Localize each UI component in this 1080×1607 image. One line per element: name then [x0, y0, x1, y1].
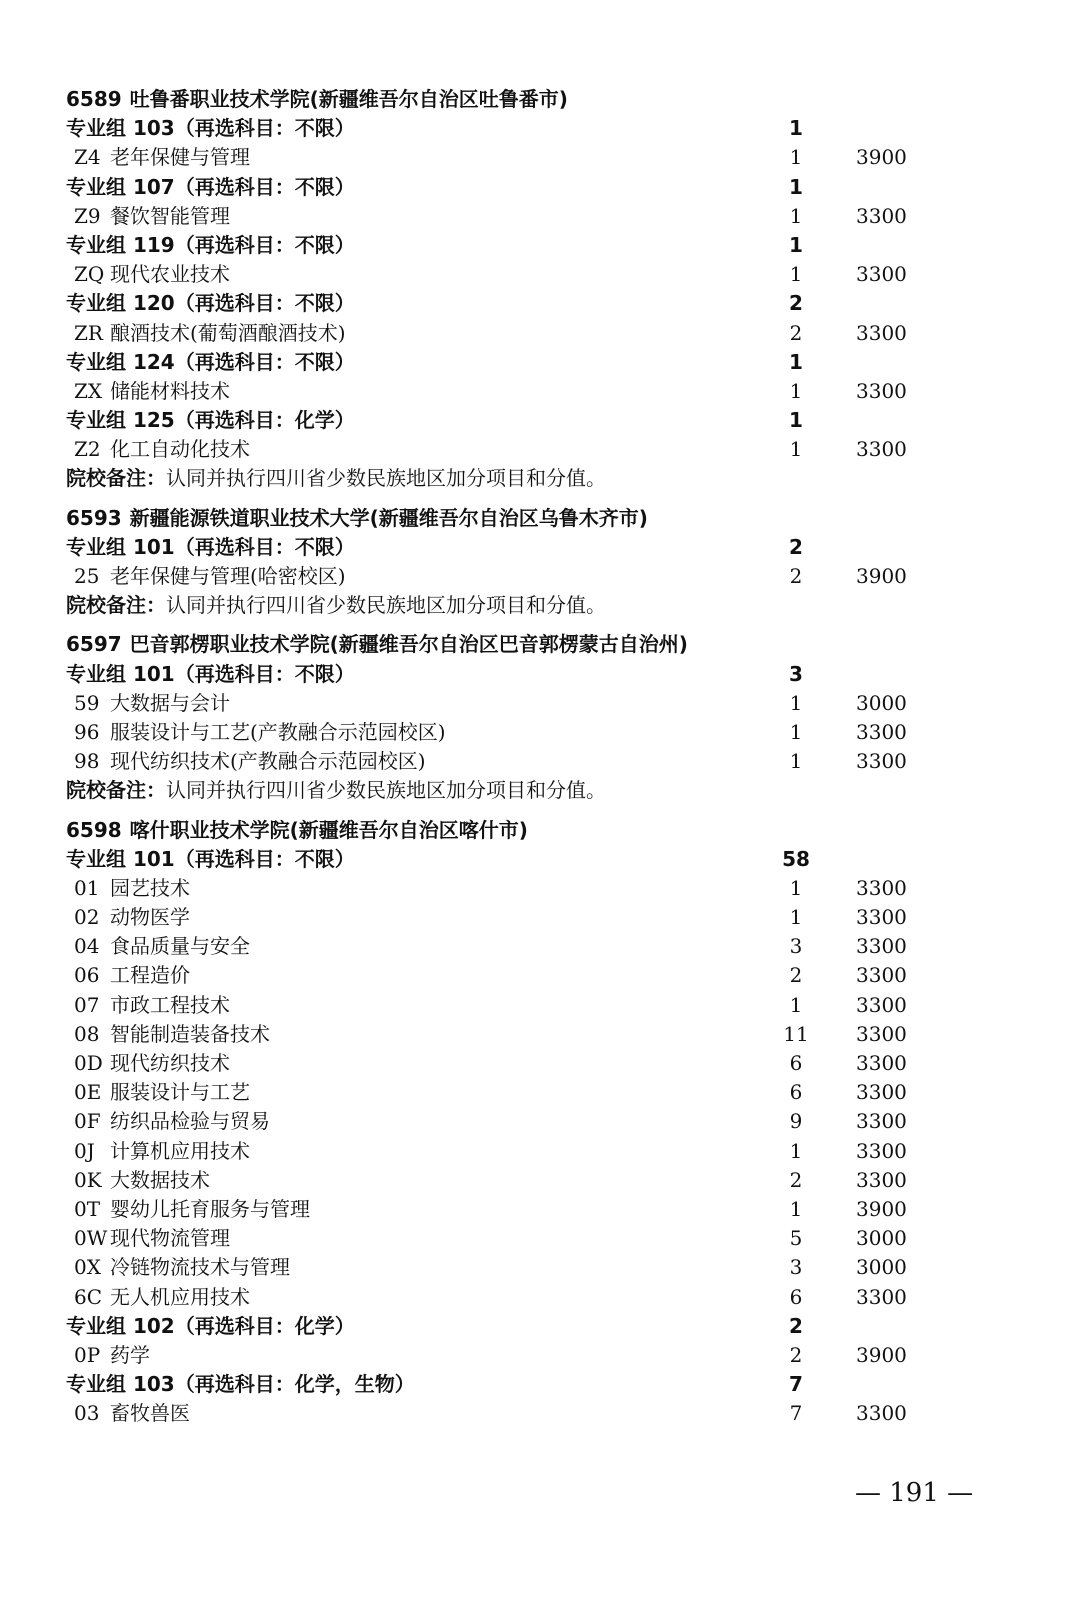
- group-row: [66, 289, 966, 318]
- major-name: 动物医学: [110, 905, 190, 930]
- major-name: 老年保健与管理(哈密校区): [110, 564, 346, 588]
- school-note: [66, 464, 966, 493]
- school-header: [66, 504, 966, 533]
- major-code: 06: [74, 963, 100, 988]
- group-label: 专业组 124（再选科目：不限）: [66, 349, 355, 374]
- major-fee: 3300: [856, 1167, 907, 1192]
- major-fee: 3300: [856, 437, 907, 462]
- major-count: 1: [789, 992, 803, 1017]
- major-name: 现代物流管理: [110, 1226, 230, 1251]
- major-name: 食品质量与安全: [110, 934, 250, 959]
- major-row: [66, 689, 966, 718]
- major-name: 酿酒技术(葡萄酒酿酒技术): [110, 320, 346, 345]
- major-fee: 3300: [856, 262, 907, 287]
- major-fee: 3300: [856, 963, 907, 988]
- major-name: 智能制造装备技术: [110, 1021, 270, 1046]
- group-count: 1: [789, 116, 803, 141]
- major-name: 纺织品检验与贸易: [110, 1109, 270, 1134]
- note-text: 认同并执行四川省少数民族地区加分项目和分值。: [166, 593, 606, 618]
- group-count: 1: [789, 232, 803, 257]
- group-count: 1: [789, 408, 803, 433]
- school-header: [66, 630, 966, 659]
- major-count: 1: [789, 905, 803, 930]
- school-code: 6593: [66, 505, 122, 530]
- group-row: [66, 406, 966, 435]
- major-code: 96: [74, 719, 100, 744]
- group-label: 专业组 119（再选科目：不限）: [66, 232, 355, 257]
- major-fee: 3300: [856, 934, 907, 959]
- major-code: 01: [74, 875, 100, 900]
- major-row: [66, 1107, 966, 1136]
- school-code: 6597: [66, 632, 122, 657]
- major-count: 1: [789, 378, 803, 403]
- major-count: 1: [789, 690, 803, 715]
- major-code: 0W: [74, 1226, 108, 1251]
- group-count: 1: [789, 349, 803, 374]
- major-fee: 3300: [856, 1021, 907, 1046]
- major-code: 0P: [74, 1342, 101, 1367]
- major-code: 0E: [74, 1080, 102, 1105]
- section-gap: [66, 494, 966, 504]
- group-row: [66, 1370, 966, 1399]
- major-fee: 3900: [856, 564, 907, 588]
- major-row: [66, 377, 966, 406]
- major-row: [66, 718, 966, 747]
- group-count: 1: [789, 174, 803, 199]
- group-count: 2: [789, 291, 803, 316]
- note-label: 院校备注：: [66, 593, 166, 618]
- group-row: [66, 1312, 966, 1341]
- major-name: 现代纺织技术(产教融合示范园校区): [110, 749, 426, 774]
- major-fee: 3300: [856, 320, 907, 345]
- major-fee: 3300: [856, 1080, 907, 1105]
- major-code: 04: [74, 934, 100, 959]
- school-name: 新疆能源铁道职业技术大学(新疆维吾尔自治区乌鲁木齐市): [129, 505, 648, 530]
- major-count: 1: [789, 203, 803, 228]
- note-text: 认同并执行四川省少数民族地区加分项目和分值。: [166, 778, 606, 803]
- group-row: [66, 660, 966, 689]
- major-name: 大数据技术: [110, 1167, 210, 1192]
- major-count: 9: [789, 1109, 803, 1134]
- major-row: [66, 562, 966, 591]
- major-name: 计算机应用技术: [110, 1138, 250, 1163]
- major-code: 07: [74, 992, 100, 1017]
- group-label: 专业组 125（再选科目：化学）: [66, 408, 355, 433]
- major-row: [66, 1020, 966, 1049]
- major-code: 03: [74, 1401, 100, 1426]
- major-fee: 3900: [856, 1196, 907, 1221]
- major-code: 0T: [74, 1196, 101, 1221]
- major-row: [66, 202, 966, 231]
- group-label: 专业组 101（再选科目：不限）: [66, 846, 355, 871]
- major-fee: 3300: [856, 749, 907, 774]
- group-label: 专业组 101（再选科目：不限）: [66, 534, 355, 559]
- major-code: 0F: [74, 1109, 101, 1134]
- school-name: 吐鲁番职业技术学院(新疆维吾尔自治区吐鲁番市): [129, 87, 568, 111]
- major-name: 工程造价: [110, 963, 190, 988]
- major-row: [66, 1137, 966, 1166]
- major-count: 6: [789, 1284, 803, 1309]
- major-count: 5: [789, 1226, 803, 1251]
- major-code: 0K: [74, 1167, 102, 1192]
- school-header: [66, 816, 966, 845]
- group-label: 专业组 101（再选科目：不限）: [66, 661, 355, 686]
- group-row: [66, 533, 966, 562]
- major-row: [66, 1253, 966, 1282]
- group-label: 专业组 120（再选科目：不限）: [66, 291, 355, 316]
- major-code: 0D: [74, 1051, 103, 1075]
- major-name: 大数据与会计: [110, 690, 230, 715]
- major-fee: 3300: [856, 875, 907, 900]
- major-fee: 3300: [856, 203, 907, 228]
- major-row: [66, 1078, 966, 1107]
- school-code: 6598: [66, 817, 122, 842]
- major-code: ZQ: [74, 262, 105, 287]
- major-fee: 3300: [856, 1401, 907, 1426]
- section-gap: [66, 806, 966, 816]
- major-code: ZR: [74, 320, 103, 345]
- school-note: [66, 776, 966, 805]
- school-code: 6589: [66, 87, 122, 111]
- major-row: [66, 961, 966, 990]
- major-row: [66, 1049, 966, 1078]
- major-row: [66, 932, 966, 961]
- major-row: [66, 903, 966, 932]
- group-row: [66, 114, 966, 143]
- major-fee: 3900: [856, 145, 907, 170]
- major-count: 1: [789, 262, 803, 287]
- major-name: 化工自动化技术: [110, 437, 250, 462]
- major-row: [66, 1224, 966, 1253]
- note-label: 院校备注：: [66, 778, 166, 803]
- major-row: [66, 435, 966, 464]
- major-count: 2: [789, 564, 803, 588]
- school-name: 喀什职业技术学院(新疆维吾尔自治区喀什市): [129, 817, 528, 842]
- group-count: 58: [782, 846, 810, 871]
- major-count: 3: [789, 1255, 803, 1280]
- major-fee: 3300: [856, 1138, 907, 1163]
- major-count: 1: [789, 437, 803, 462]
- major-code: 6C: [74, 1284, 103, 1309]
- major-row: [66, 1341, 966, 1370]
- major-count: 1: [789, 719, 803, 744]
- school-name: 巴音郭楞职业技术学院(新疆维吾尔自治区巴音郭楞蒙古自治州): [129, 632, 688, 657]
- major-name: 储能材料技术: [110, 378, 230, 403]
- major-code: 25: [74, 564, 100, 588]
- group-row: [66, 231, 966, 260]
- major-code: 98: [74, 749, 100, 774]
- group-count: 7: [789, 1372, 803, 1397]
- major-fee: 3000: [856, 1226, 907, 1251]
- major-name: 餐饮智能管理: [110, 203, 230, 228]
- major-count: 2: [789, 320, 803, 345]
- major-count: 1: [789, 1138, 803, 1163]
- section-gap: [66, 620, 966, 630]
- major-code: Z4: [74, 145, 101, 170]
- group-count: 3: [789, 661, 803, 686]
- major-name: 无人机应用技术: [110, 1284, 250, 1309]
- major-count: 3: [789, 934, 803, 959]
- group-label: 专业组 107（再选科目：不限）: [66, 174, 355, 199]
- group-row: [66, 348, 966, 377]
- major-fee: 3300: [856, 992, 907, 1017]
- major-row: [66, 260, 966, 289]
- major-fee: 3300: [856, 905, 907, 930]
- major-count: 1: [789, 145, 803, 170]
- major-row: [66, 143, 966, 172]
- major-name: 市政工程技术: [110, 992, 230, 1017]
- major-row: [66, 1283, 966, 1312]
- major-fee: 3300: [856, 719, 907, 744]
- major-count: 2: [789, 1167, 803, 1192]
- major-name: 现代纺织技术: [110, 1051, 230, 1075]
- major-code: Z2: [74, 437, 101, 462]
- major-row: [66, 991, 966, 1020]
- major-name: 婴幼儿托育服务与管理: [110, 1196, 310, 1221]
- major-code: 59: [74, 690, 100, 715]
- major-code: 0J: [74, 1138, 95, 1163]
- major-code: Z9: [74, 203, 101, 228]
- major-count: 1: [789, 1196, 803, 1221]
- major-count: 1: [789, 875, 803, 900]
- major-name: 园艺技术: [110, 875, 190, 900]
- major-name: 老年保健与管理: [110, 145, 250, 170]
- major-code: 02: [74, 905, 100, 930]
- note-text: 认同并执行四川省少数民族地区加分项目和分值。: [166, 466, 606, 491]
- major-row: [66, 319, 966, 348]
- major-code: 08: [74, 1021, 100, 1046]
- major-row: [66, 874, 966, 903]
- admission-plan-document: [66, 85, 966, 1428]
- major-code: 0X: [74, 1255, 101, 1280]
- major-count: 2: [789, 1342, 803, 1367]
- major-fee: 3300: [856, 1051, 907, 1075]
- group-label: 专业组 103（再选科目：化学，生物）: [66, 1372, 415, 1397]
- major-name: 现代农业技术: [110, 262, 230, 287]
- major-count: 6: [789, 1080, 803, 1105]
- major-name: 冷链物流技术与管理: [110, 1255, 290, 1280]
- major-fee: 3300: [856, 1109, 907, 1134]
- school-note: [66, 591, 966, 620]
- group-count: 2: [789, 1313, 803, 1338]
- major-row: [66, 1166, 966, 1195]
- group-count: 2: [789, 534, 803, 559]
- major-count: 11: [783, 1021, 809, 1046]
- group-row: [66, 845, 966, 874]
- major-fee: 3000: [856, 690, 907, 715]
- major-code: ZX: [74, 378, 103, 403]
- major-name: 服装设计与工艺: [110, 1080, 250, 1105]
- major-count: 7: [789, 1401, 803, 1426]
- major-row: [66, 1195, 966, 1224]
- major-count: 6: [789, 1051, 803, 1075]
- group-label: 专业组 102（再选科目：化学）: [66, 1313, 355, 1338]
- group-label: 专业组 103（再选科目：不限）: [66, 116, 355, 141]
- school-header: [66, 85, 966, 114]
- major-fee: 3300: [856, 1284, 907, 1309]
- major-fee: 3900: [856, 1342, 907, 1367]
- note-label: 院校备注：: [66, 466, 166, 491]
- major-count: 2: [789, 963, 803, 988]
- page-number: — 191 —: [855, 1478, 974, 1508]
- major-name: 药学: [110, 1342, 150, 1367]
- group-row: [66, 173, 966, 202]
- major-fee: 3300: [856, 378, 907, 403]
- major-row: [66, 1399, 966, 1428]
- major-name: 畜牧兽医: [110, 1401, 190, 1426]
- major-fee: 3000: [856, 1255, 907, 1280]
- major-count: 1: [789, 749, 803, 774]
- major-row: [66, 747, 966, 776]
- major-name: 服装设计与工艺(产教融合示范园校区): [110, 719, 446, 744]
